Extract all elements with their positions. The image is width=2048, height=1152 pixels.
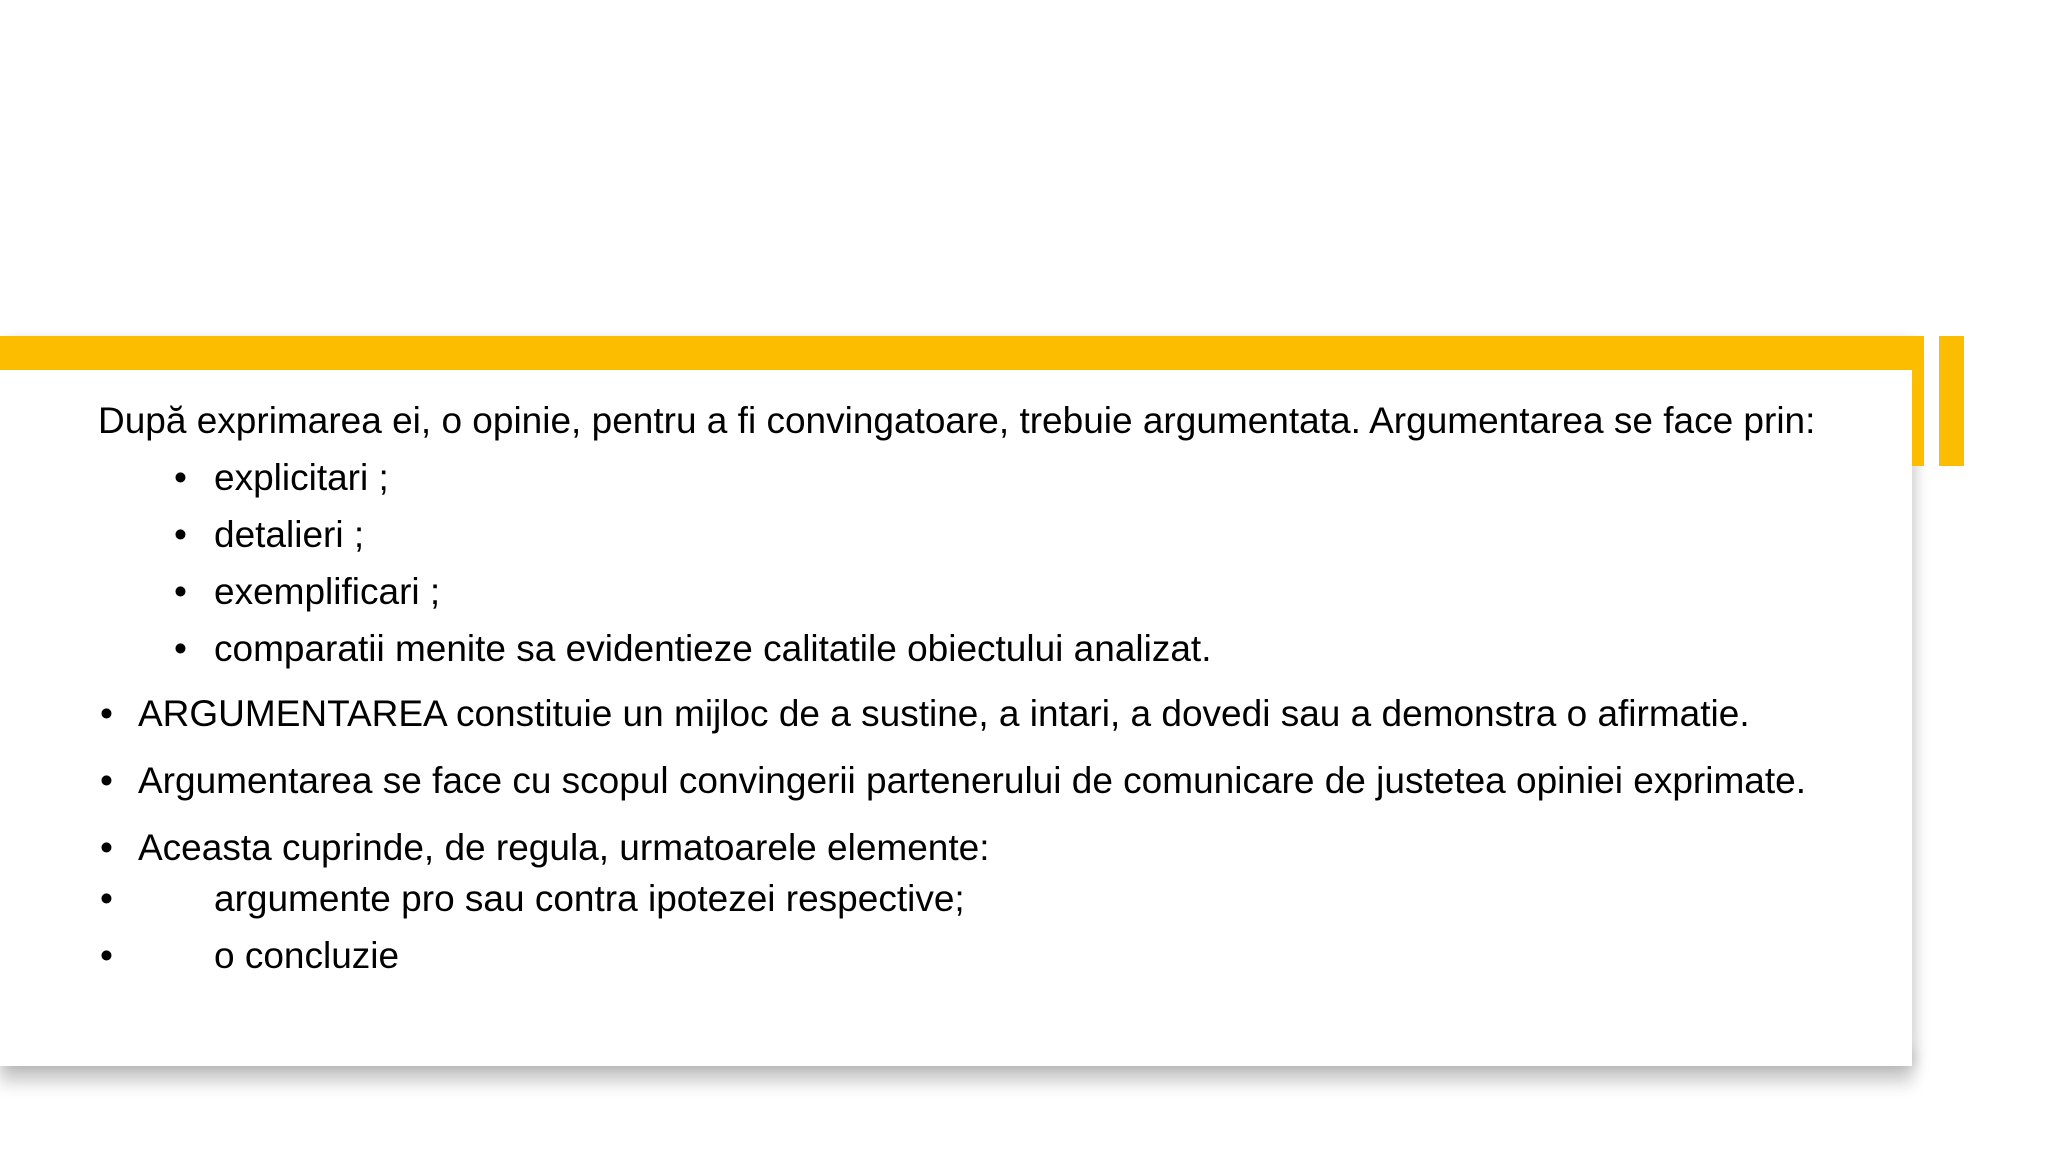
bullet-icon: •	[100, 827, 113, 868]
list-item	[98, 870, 1938, 927]
list-item	[98, 620, 1938, 677]
intro-paragraph: După exprimarea ei, o opinie, pentru a fi convingatoare, trebuie argumentata. Argumentarea se face prin:	[98, 400, 1816, 441]
list-item-text: exemplificari ;	[214, 571, 441, 612]
list-item	[98, 563, 1938, 620]
list-item-text: o concluzie	[214, 935, 400, 976]
bullet-icon: •	[100, 878, 113, 919]
list-item-text: detalieri ;	[214, 514, 365, 555]
list-item-text: explicitari ;	[214, 457, 389, 498]
list-item-text: argumente pro sau contra ipotezei respective;	[214, 878, 965, 919]
bullet-icon: •	[174, 628, 187, 669]
list-item-text: comparatii menite sa evidentieze calitatile obiectului analizat.	[214, 628, 1212, 669]
list-item	[98, 506, 1938, 563]
list-item	[98, 685, 1938, 742]
bullet-icon: •	[100, 760, 113, 801]
main-bullet-list	[98, 685, 1938, 984]
list-item-text: Argumentarea se face cu scopul convingerii partenerului de comunicare de justetea opiniei exprimate.	[138, 760, 1806, 801]
accent-bar-top	[0, 336, 1924, 370]
elements-sub-list	[98, 870, 1938, 984]
bullet-icon: •	[174, 514, 187, 555]
bullet-icon: •	[174, 571, 187, 612]
list-item	[98, 752, 1938, 809]
intro-sub-list	[98, 449, 1938, 677]
bullet-icon: •	[100, 693, 113, 734]
list-item	[98, 449, 1938, 506]
list-item-text: Aceasta cuprinde, de regula, urmatoarele elemente:	[138, 827, 990, 868]
list-item-text: ARGUMENTAREA constituie un mijloc de a sustine, a intari, a dovedi sau a demonstra o afirmatie.	[138, 693, 1750, 734]
slide-body	[98, 392, 1938, 994]
bullet-icon: •	[174, 457, 187, 498]
bullet-icon: •	[100, 935, 113, 976]
list-item	[98, 927, 1938, 984]
list-item	[98, 819, 1938, 984]
accent-bar-right-outer	[1939, 336, 1964, 466]
